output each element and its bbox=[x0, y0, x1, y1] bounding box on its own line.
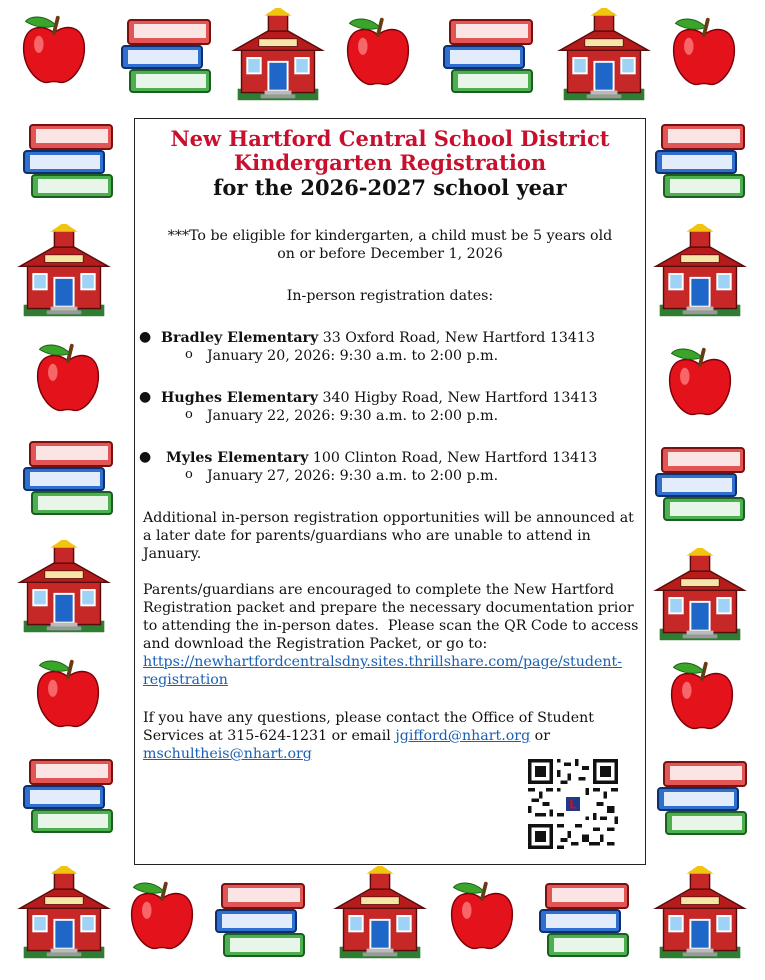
books-clipart bbox=[18, 432, 118, 522]
circle-bullet-icon: o bbox=[185, 407, 193, 422]
books-clipart bbox=[534, 874, 634, 964]
books-clipart bbox=[210, 874, 310, 964]
books-clipart bbox=[650, 115, 750, 205]
schoolhouse-clipart bbox=[652, 224, 748, 324]
apple-clipart bbox=[30, 338, 106, 418]
packet-line-2: Registration packet and prepare the necessary documentation prior bbox=[143, 600, 634, 616]
books-clipart bbox=[438, 10, 538, 100]
registration-flyer bbox=[134, 118, 646, 865]
schoolhouse-clipart bbox=[16, 224, 112, 324]
school-address: 100 Clinton Road, New Hartford 13413 bbox=[308, 450, 598, 466]
email-link-gifford[interactable]: jgifford@nhart.org bbox=[395, 728, 531, 744]
circle-bullet-icon: o bbox=[185, 347, 193, 362]
email-link-schultheis[interactable]: mschultheis@nhart.org bbox=[143, 746, 312, 762]
eligibility-line-2: on or before December 1, 2026 bbox=[277, 246, 503, 262]
schoolhouse-clipart bbox=[556, 8, 652, 108]
schoolhouse-clipart bbox=[652, 866, 748, 966]
books-clipart bbox=[18, 115, 118, 205]
bullet-icon: ● bbox=[139, 389, 152, 405]
contact-prefix: Services at 315-624-1231 or email bbox=[143, 728, 396, 744]
books-clipart bbox=[116, 10, 216, 100]
bullet-icon: ● bbox=[139, 329, 152, 345]
contact-line-1: If you have any questions, please contact the Office of Student bbox=[143, 710, 594, 726]
additional-line-1: Additional in-person registration opportunities will be announced at bbox=[143, 510, 634, 526]
apple-clipart bbox=[340, 12, 416, 92]
additional-line-3: January. bbox=[143, 546, 202, 562]
additional-line-2: a later date for parents/guardians who are unable to attend in bbox=[143, 528, 591, 544]
eligibility-line-1: ***To be eligible for kindergarten, a child must be 5 years old bbox=[167, 228, 613, 244]
contact-or: or bbox=[530, 728, 551, 744]
apple-clipart bbox=[444, 876, 520, 956]
books-clipart bbox=[652, 752, 752, 842]
books-clipart bbox=[18, 750, 118, 840]
apple-clipart bbox=[16, 10, 92, 90]
school-address: 340 Higby Road, New Hartford 13413 bbox=[317, 390, 598, 406]
school-name: Myles Elementary bbox=[166, 450, 309, 466]
list-item bbox=[161, 329, 595, 347]
schoolhouse-clipart bbox=[652, 548, 748, 648]
schoolhouse-clipart bbox=[16, 540, 112, 640]
school-year-title: for the 2026-2027 school year bbox=[213, 175, 567, 200]
bullet-icon: ● bbox=[139, 449, 152, 465]
apple-clipart bbox=[124, 876, 200, 956]
schoolhouse-clipart bbox=[332, 866, 428, 966]
registration-link-cont[interactable] bbox=[143, 671, 228, 689]
apple-clipart bbox=[664, 656, 740, 736]
schoolhouse-clipart bbox=[16, 866, 112, 966]
apple-clipart bbox=[662, 342, 738, 422]
school-name: Hughes Elementary bbox=[161, 390, 318, 406]
dates-heading: In-person registration dates: bbox=[286, 288, 494, 304]
qr-code bbox=[527, 759, 619, 849]
list-item bbox=[161, 389, 598, 407]
circle-bullet-icon: o bbox=[185, 467, 193, 482]
registration-link-line-2[interactable]: registration bbox=[143, 672, 228, 688]
apple-clipart bbox=[30, 654, 106, 734]
registration-date: January 22, 2026: 9:30 a.m. to 2:00 p.m. bbox=[207, 408, 499, 424]
books-clipart bbox=[650, 438, 750, 528]
school-name: Bradley Elementary bbox=[161, 330, 319, 346]
district-title: New Hartford Central School District bbox=[170, 126, 610, 151]
contact-line-2 bbox=[143, 727, 550, 745]
registration-link-line-1[interactable]: https://newhartfordcentralsdny.sites.thrillshare.com/page/student- bbox=[143, 654, 623, 670]
svg-text:L: L bbox=[569, 797, 577, 812]
registration-date: January 27, 2026: 9:30 a.m. to 2:00 p.m. bbox=[207, 468, 499, 484]
apple-clipart bbox=[666, 12, 742, 92]
packet-line-4: and download the Registration Packet, or go to: bbox=[143, 636, 488, 652]
packet-line-1: Parents/guardians are encouraged to complete the New Hartford bbox=[143, 582, 615, 598]
packet-line-3: to attending the in-person dates. Please scan the QR Code to access bbox=[143, 618, 639, 634]
registration-link[interactable] bbox=[143, 653, 622, 671]
registration-title: Kindergarten Registration bbox=[233, 150, 547, 175]
registration-date: January 20, 2026: 9:30 a.m. to 2:00 p.m. bbox=[207, 348, 499, 364]
contact-line-3 bbox=[143, 745, 312, 763]
list-item bbox=[166, 449, 597, 467]
school-address: 33 Oxford Road, New Hartford 13413 bbox=[318, 330, 595, 346]
schoolhouse-clipart bbox=[230, 8, 326, 108]
